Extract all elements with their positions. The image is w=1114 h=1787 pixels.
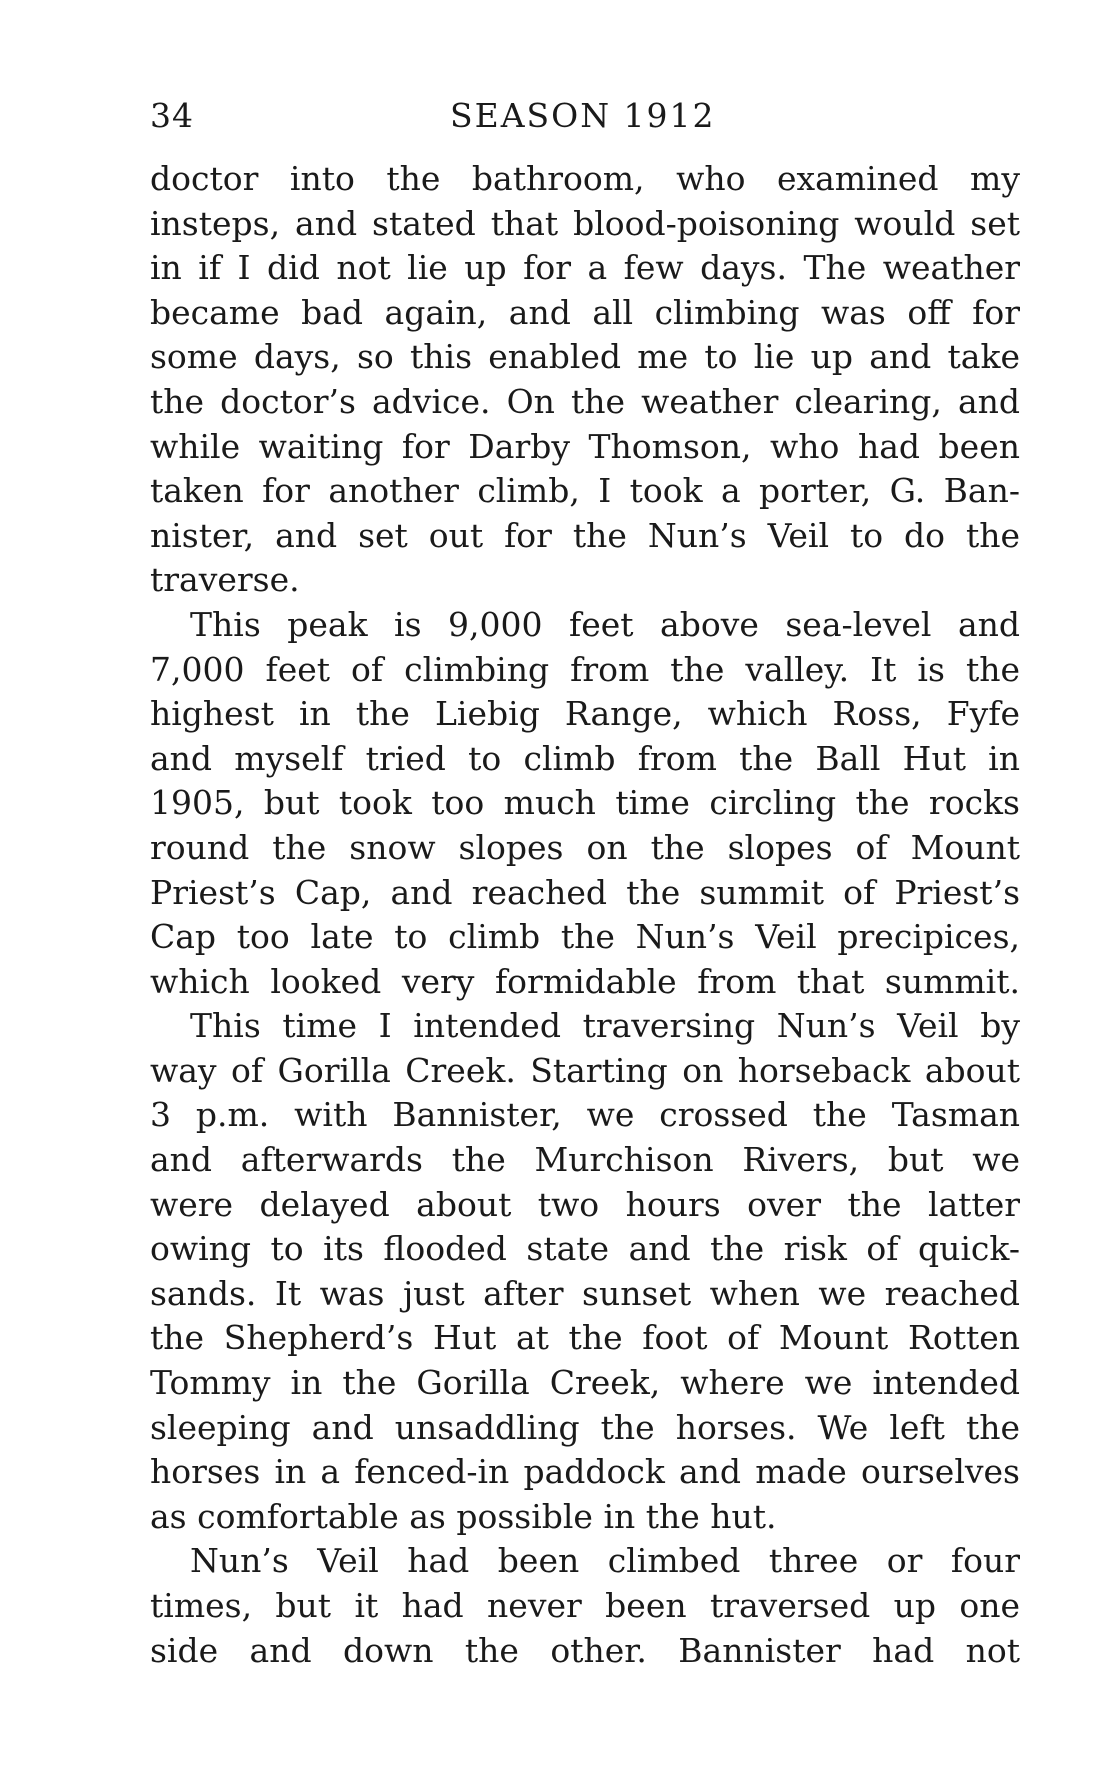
text-line: times, but it had never been traversed up one xyxy=(150,1586,1020,1625)
text-line: were delayed about two hours over the latter xyxy=(150,1184,1020,1224)
text-line: as comfortable as possible in the hut. xyxy=(150,1496,777,1536)
text-line: Cap too late to climb the Nun’s Veil precipices, xyxy=(150,917,1020,957)
text-line: taken for another climb, I took a porter, G. Ban- xyxy=(150,471,1020,511)
text-line: in if I did not lie up for a few days. The weather xyxy=(150,248,1020,288)
text-line: some days, so this enabled me to lie up and take xyxy=(150,337,1020,377)
text-line: which looked very formidable from that summit. xyxy=(150,961,1020,1001)
text-line: while waiting for Darby Thomson, who had been xyxy=(150,426,1020,466)
text-line: and afterwards the Murchison Rivers, but we xyxy=(150,1140,1020,1180)
body-text xyxy=(150,157,1020,1673)
page-number: 34 xyxy=(150,96,194,135)
text-line: nister, and set out for the Nun’s Veil to do the xyxy=(150,515,1020,555)
text-line: Tommy in the Gorilla Creek, where we intended xyxy=(150,1363,1020,1403)
text-line: way of Gorilla Creek. Starting on horseback about xyxy=(150,1050,1020,1090)
text-line: 7,000 feet of climbing from the valley. It is the xyxy=(150,649,1020,689)
text-line: Priest’s Cap, and reached the summit of Priest’s xyxy=(150,872,1020,912)
text-line: sleeping and unsaddling the horses. We left the xyxy=(150,1407,1020,1447)
text-line: insteps, and stated that blood-poisoning would set xyxy=(150,203,1020,243)
text-line: 1905, but took too much time circling the rocks xyxy=(150,783,1020,823)
text-line: the Shepherd’s Hut at the foot of Mount Rotten xyxy=(150,1318,1020,1358)
text-line: round the snow slopes on the slopes of Mount xyxy=(150,827,1020,867)
paragraph-first-line: This peak is 9,000 feet above sea-level and xyxy=(190,604,1020,644)
page-header xyxy=(150,96,1022,140)
text-line: traverse. xyxy=(150,560,300,600)
text-line: the doctor’s advice. On the weather clearing, and xyxy=(150,381,1020,421)
text-line: side and down the other. Bannister had not xyxy=(150,1630,1020,1670)
running-title: SEASON 1912 xyxy=(450,96,716,135)
paragraph-first-line: Nun’s Veil had been climbed three or four xyxy=(190,1541,1020,1581)
text-line: sands. It was just after sunset when we reached xyxy=(150,1273,1020,1313)
paragraph-first-line: This time I intended traversing Nun’s Veil by xyxy=(190,1006,1020,1046)
text-line: 3 p.m. with Bannister, we crossed the Tasman xyxy=(150,1095,1020,1135)
text-line: and myself tried to climb from the Ball Hut in xyxy=(150,738,1020,778)
text-line: became bad again, and all climbing was off for xyxy=(150,292,1020,332)
text-line: doctor into the bathroom, who examined my xyxy=(150,159,1020,198)
text-line: owing to its flooded state and the risk of quick- xyxy=(150,1229,1020,1269)
text-line: horses in a fenced-in paddock and made ourselves xyxy=(150,1452,1020,1492)
text-line: highest in the Liebig Range, which Ross, Fyfe xyxy=(150,694,1020,734)
